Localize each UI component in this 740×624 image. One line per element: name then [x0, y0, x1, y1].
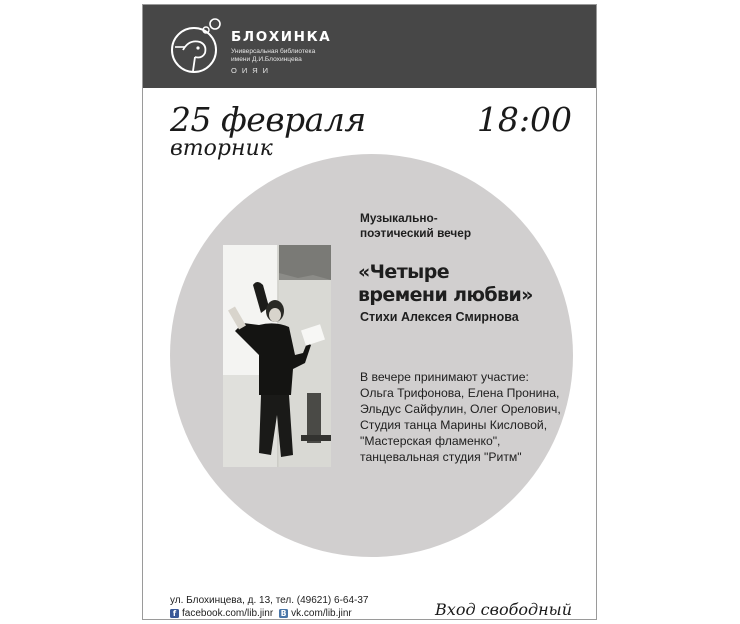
event-weekday: вторник: [170, 136, 273, 161]
event-title: [358, 261, 533, 307]
event-poster: [142, 4, 597, 620]
event-title-line: времени любви»: [358, 284, 533, 306]
free-admission: Вход свободный: [435, 600, 572, 619]
participants-line: Ольга Трифонова, Елена Пронина,: [360, 386, 560, 400]
participants-line: Студия танца Марины Кисловой,: [360, 418, 548, 432]
library-name: БЛОХИНКА: [231, 29, 332, 45]
participants-list: [360, 369, 561, 465]
event-type: [360, 211, 471, 241]
event-date: 25 февраля: [170, 100, 366, 139]
event-title-line: «Четыре: [358, 261, 449, 283]
library-logo-icon: [167, 17, 229, 79]
vk-link[interactable]: vk.com/lib.jinr: [291, 608, 352, 619]
performer-photo-drawing: [223, 245, 331, 467]
library-subtitle-line: имени Д.И.Блохинцева: [231, 56, 302, 63]
library-subtitle-line: Универсальная библиотека: [231, 48, 316, 55]
event-poems-author: Стихи Алексея Смирнова: [360, 310, 519, 324]
event-type-line: Музыкально-: [360, 211, 438, 225]
participants-line: В вечере принимают участие:: [360, 370, 529, 384]
organization-name: ОИЯИ: [231, 66, 274, 75]
event-type-line: поэтический вечер: [360, 226, 472, 240]
facebook-link[interactable]: facebook.com/lib.jinr: [182, 608, 274, 619]
facebook-icon: f: [170, 609, 179, 618]
participants-line: танцевальная студия "Ритм": [360, 450, 522, 464]
participants-line: "Мастерская фламенко",: [360, 434, 501, 448]
poster-header: [143, 5, 596, 88]
library-subtitle: [231, 48, 315, 64]
performer-photo: [223, 245, 331, 467]
event-time: 18:00: [476, 100, 572, 139]
social-links: [170, 608, 352, 619]
participants-line: Эльдус Сайфулин, Олег Орелович,: [360, 402, 561, 416]
vk-icon: B: [280, 609, 287, 618]
library-address: ул. Блохинцева, д. 13, тел. (49621) 6-64-37: [170, 595, 369, 606]
